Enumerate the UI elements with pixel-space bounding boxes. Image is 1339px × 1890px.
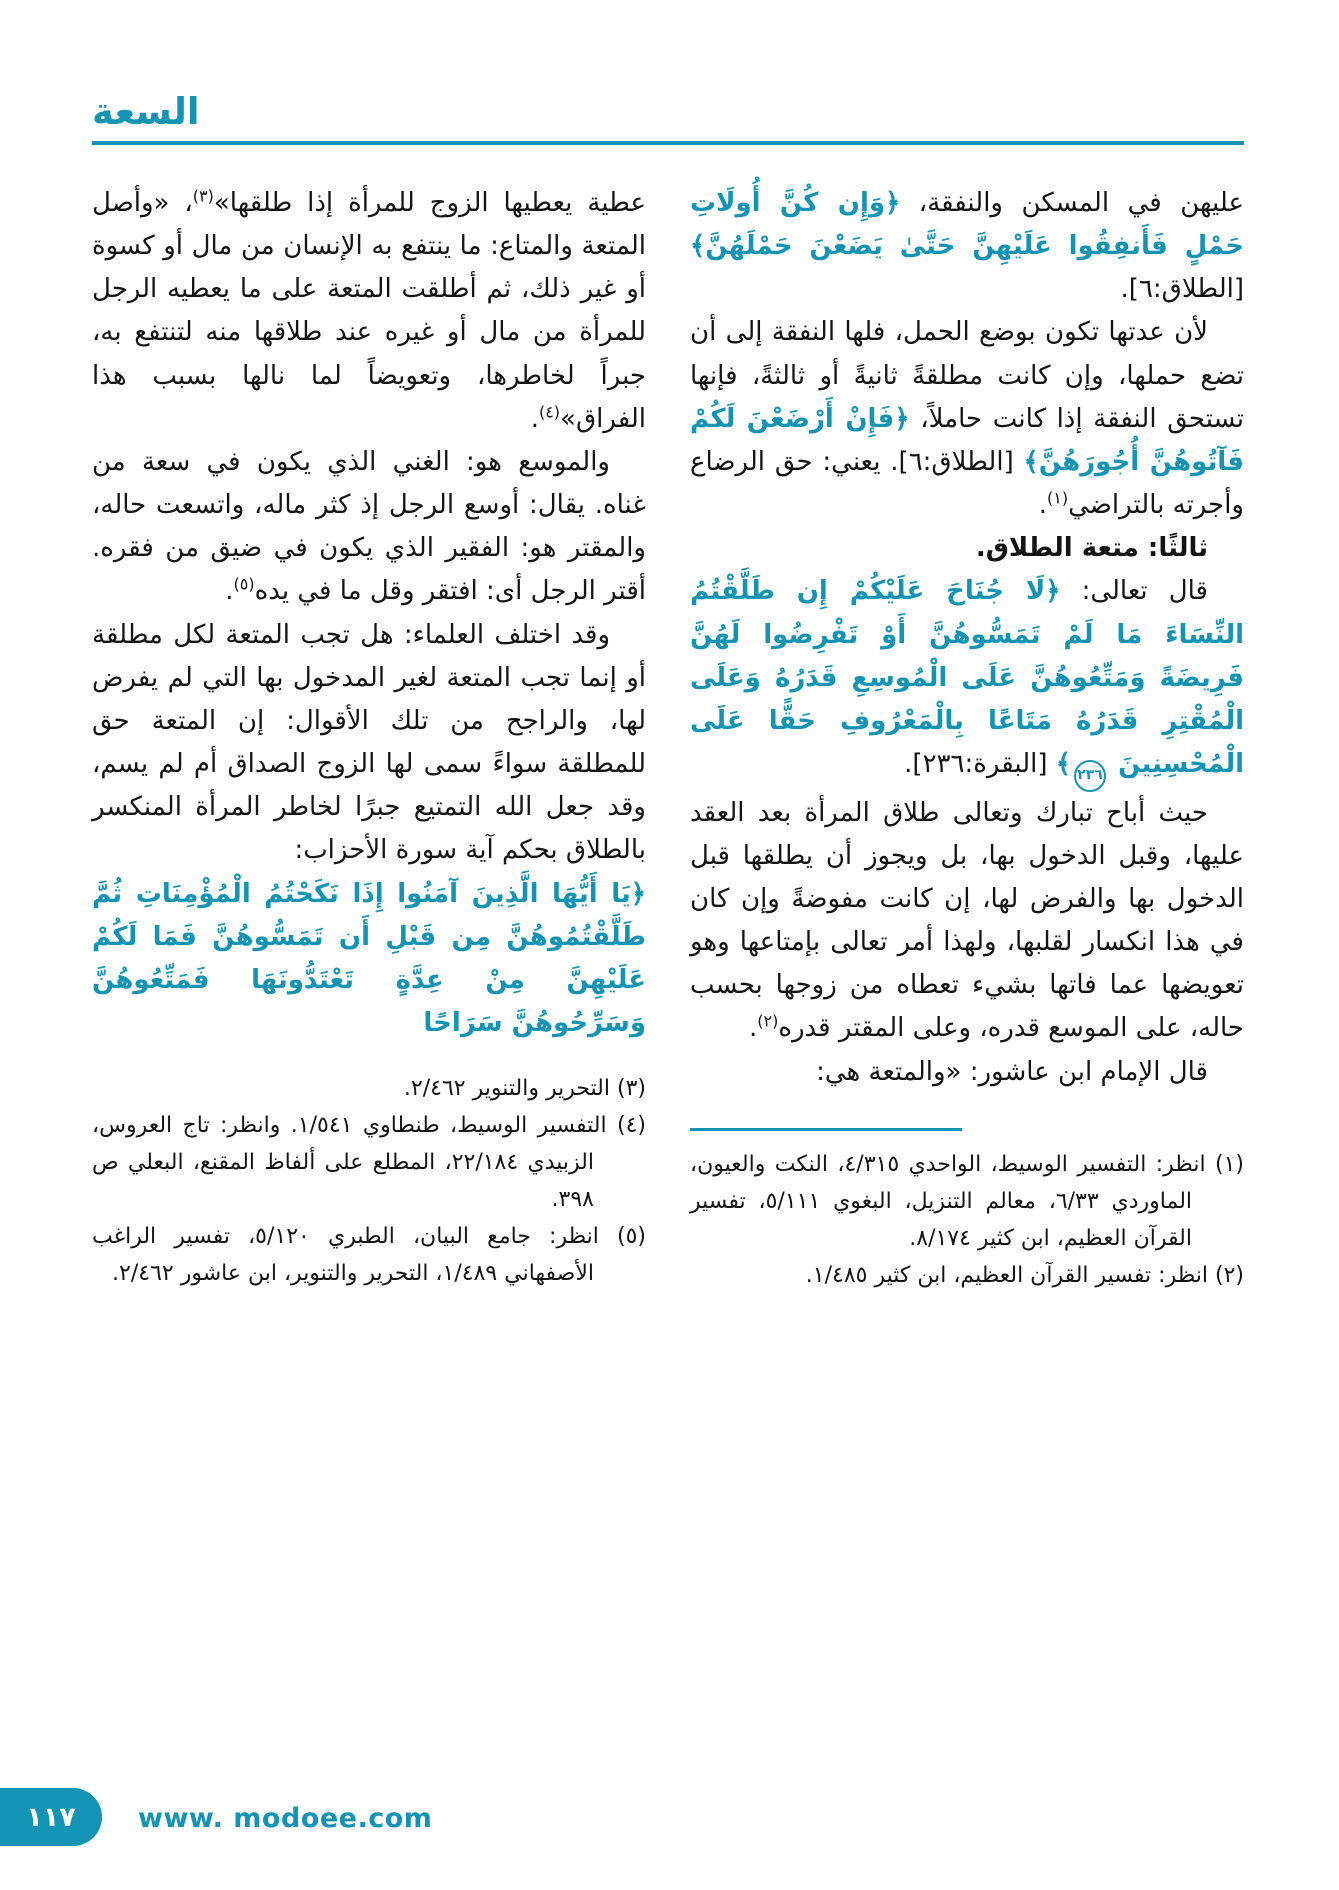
right-column-footnotes: [690, 1128, 1244, 1295]
footnote-reference: (٥): [233, 574, 255, 594]
paragraph: [92, 614, 646, 873]
body-text: [البقرة:٢٣٦].: [904, 749, 1056, 780]
footnote-reference: (٣): [192, 186, 214, 206]
body-text: [الطلاق:٦]. يعني: حق الرضاع وأجرته بالتراضي: [690, 446, 1244, 521]
paragraph: [690, 311, 1244, 527]
page-number: ١١٧: [26, 1801, 76, 1833]
quran-verse-text: ﴿فَإِنْ أَرْضَعْنَ لَكُمْ فَآتُوهُنَّ أُجُورَهُنَّ﴾: [690, 403, 1245, 477]
paragraph: [690, 1051, 1244, 1094]
footnote-text: التحرير والتنوير ٢/٤٦٢.: [403, 1076, 610, 1102]
quran-verse-text: ﴿يَا أَيُّهَا الَّذِينَ آمَنُوا إِذَا نَكَحْتُمُ الْمُؤْمِنَاتِ ثُمَّ طَلَّقْتُمُوهُنَّ مِن قَبْلِ أَن تَمَسُّوهُنَّ فَمَا لَكُمْ عَلَيْهِنَّ مِنْ عِدَّةٍ تَعْتَدُّونَهَا فَمَتِّعُوهُنَّ وَسَرِّحُوهُنَّ سَرَاحًا: [92, 878, 646, 1038]
footnote-text: انظر: تفسير القرآن العظيم، ابن كثير ١/٤٨٥.: [805, 1262, 1208, 1288]
body-text: لأن عدتها تكون بوضع الحمل، فلها النفقة إلى أن تضع حملها، وإن كانت مطلقةً ثانيةً أو ثالثةً، فإنها تستحق النفقة إذا كانت حاملاً،: [690, 317, 1244, 434]
quran-verse-text: ﴿وَإِن كُنَّ أُولَاتِ حَمْلٍ فَأَنفِقُوا عَلَيْهِنَّ حَتَّىٰ يَضَعْنَ حَمْلَهُنَّ﴾: [690, 188, 1244, 262]
body-text: وقد اختلف العلماء: هل تجب المتعة لكل مطلقة أو إنما تجب المتعة لغير المدخول بها التي لم يفرض لها، والراجح من تلك الأقوال: إن المتعة حق للمطلقة سواءً سمى لها الزوج الصداق أم لم يسم، وقد جعل الله التمتيع جبرًا لخاطر المرأة المنكسر بالطلاق بحكم آية سورة الأحزاب:: [92, 619, 646, 866]
footnote-number: (٢): [1208, 1262, 1244, 1288]
body-text: .: [225, 576, 234, 607]
website-url: www. modoee.com: [138, 1803, 433, 1834]
header-divider-rule: [92, 141, 1244, 145]
footnote: [92, 1108, 646, 1219]
left-column-body: [92, 182, 646, 1045]
footnote-separator-rule: [690, 1128, 962, 1131]
paragraph: [690, 792, 1244, 1051]
footnote-text: انظر: جامع البيان، الطبري ٥/١٢٠، تفسير الراغب الأصفهاني ١/٤٨٩، التحرير والتنوير، ابن عاشور ٢/٤٦٢.: [92, 1223, 599, 1286]
footnote-number: (٣): [610, 1076, 646, 1102]
footnote: [690, 1147, 1244, 1258]
footnote: [92, 1219, 646, 1293]
footnote-text: التفسير الوسيط، طنطاوي ١/٥٤١. وانظر: تاج العروس، الزبيدي ٢٢/١٨٤، المطلع على ألفاظ المقنع، البعلي ص ٣٩٨.: [92, 1113, 607, 1212]
ayah-number-badge: ٢٣٦: [1074, 760, 1106, 792]
body-text: [الطلاق:٦].: [1120, 274, 1244, 305]
footnote-reference: (٤): [538, 402, 561, 422]
right-footnote-list: [690, 1147, 1244, 1295]
right-column-body: [690, 182, 1244, 1094]
left-column-footnotes: [92, 1071, 646, 1293]
paragraph: [690, 182, 1244, 311]
footnote-number: (١): [1205, 1151, 1244, 1177]
quran-verse-text: ﴿لَا جُنَاحَ عَلَيْكُمْ إِن طَلَّقْتُمُ النِّسَاءَ مَا لَمْ تَمَسُّوهُنَّ أَوْ تَفْرِضُوا لَهُنَّ فَرِيضَةً وَمَتِّعُوهُنَّ عَلَى الْمُوسِعِ قَدَرُهُ وَعَلَى الْمُقْتِرِ قَدَرُهُ مَتَاعًا بِالْمَعْرُوفِ حَقًّا عَلَى الْمُحْسِنِينَ: [690, 576, 1244, 780]
footnote-reference: (١): [1047, 488, 1069, 508]
paragraph: [92, 182, 646, 441]
body-text: عطية يعطيها الزوج للمرأة إذا طلقها»: [213, 188, 646, 218]
body-text: ، «وأصل المتعة والمتاع: ما ينتفع به الإنسان من مال أو كسوة أو غير ذلك، ثم أطلقت المتعة على ما يعطيه الرجل للمرأة من مال أو غيره عند طلاقها منه لتنتفع به، جبراً لخاطرها، وتعويضاً لما نالها بسبب هذا الفراق»: [92, 188, 646, 434]
chapter-header-title: السعة: [92, 90, 200, 133]
two-column-text-area: [92, 182, 1244, 1295]
paragraph: [92, 441, 646, 614]
body-text: حيث أباح تبارك وتعالى طلاق المرأة بعد العقد عليها، وقبل الدخول بها، بل ويجوز أن يطلقها قبل الدخول بها والفرض لها، إن كانت مفوضةً وإن كان في هذا انكسار لقلبها، ولهذا أمر تعالى بإمتاعها وهو تعويضها عما فاتها بشيء تعطاه من زوجها بحسب حاله، على الموسع قدره، وعلى المقتر قدره: [690, 797, 1244, 1044]
footnote: [92, 1071, 646, 1108]
page-header: [92, 92, 1244, 145]
body-text: قال الإمام ابن عاشور: «والمتعة هي:: [816, 1056, 1208, 1087]
quran-verse-text: ﴾: [1055, 749, 1072, 780]
footnote: [690, 1258, 1244, 1295]
left-column: [92, 182, 646, 1293]
paragraph: [92, 873, 646, 1046]
left-footnote-list: [92, 1071, 646, 1293]
section-heading: [690, 527, 1244, 570]
body-text: .: [530, 403, 539, 434]
paragraph: [690, 570, 1244, 791]
right-column: [690, 182, 1244, 1295]
footnote-number: (٥): [598, 1223, 646, 1249]
footnote-reference: (٢): [757, 1011, 779, 1031]
body-text: عليهن في المسكن والنفقة،: [900, 188, 1244, 218]
footnote-number: (٤): [606, 1113, 647, 1139]
page-number-tab: [0, 1788, 102, 1846]
body-text: .: [1038, 490, 1048, 521]
body-text: ثالثًا: متعة الطلاق.: [975, 533, 1208, 564]
footnote-text: انظر: التفسير الوسيط، الواحدي ٤/٣١٥، النكت والعيون، الماوردي ٦/٣٣، معالم التنزيل، البغوي ٥/١١١، تفسير القرآن العظيم، ابن كثير ٨/١٧٤.: [690, 1151, 1206, 1251]
body-text: قال تعالى:: [1060, 576, 1208, 607]
body-text: .: [749, 1013, 758, 1044]
body-text: والموسع هو: الغني الذي يكون في سعة من غناه. يقال: أوسع الرجل إذ كثر ماله، واتسعت حاله، والمقتر هو: الفقير الذي يكون في ضيق من فقره. أقتر الرجل أى: افتقر وقل ما في يده: [92, 446, 646, 607]
